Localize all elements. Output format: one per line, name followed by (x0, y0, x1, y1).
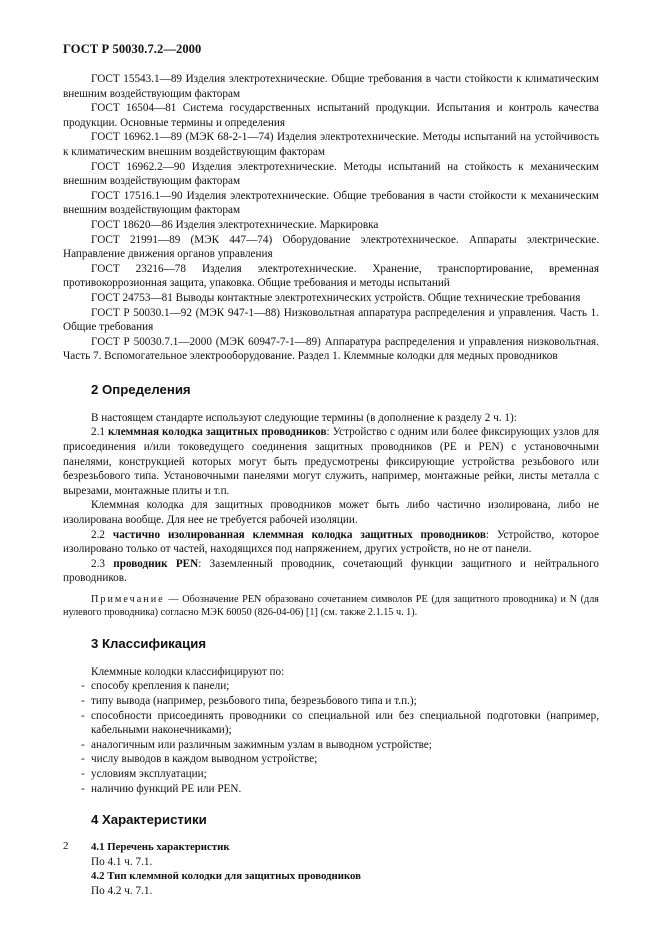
section-3-heading: 3 Классификация (91, 635, 207, 651)
reference-item: ГОСТ 16962.2—90 Изделия электротехнические. Методы испытаний на стойкость к механическим внешним воздействующим факторам (63, 160, 599, 188)
section-4-heading: 4 Характеристики (91, 812, 207, 828)
note-label: Примечание (91, 594, 165, 605)
list-item: - аналогичным или различным зажимным узлам в выводном устройстве; (81, 738, 432, 751)
definition-2-1 (63, 425, 599, 498)
list-item: - наличию функций PE или PEN. (81, 782, 242, 795)
reference-item: ГОСТ Р 50030.1—92 (МЭК 947-1—88) Низковольтная аппаратура распределения и управления. Часть 1. Общие требования (63, 306, 599, 334)
definition-number: 2.3 (91, 557, 114, 570)
page-number: 2 (63, 840, 69, 852)
classification-list (63, 679, 599, 796)
definition-number: 2.2 (91, 528, 113, 541)
reference-item: ГОСТ Р 50030.7.1—2000 (МЭК 60947-7-1—89) Аппаратура распределения и управления низковольтная. Часть 7. Вспомогательное электрооборудование. Раздел 1. Клеммные колодки для медных проводников (63, 335, 599, 363)
reference-item: ГОСТ 21991—89 (МЭК 447—74) Оборудование электротехническое. Аппараты электрические. Направление движения органов управления (63, 233, 599, 261)
document-body (63, 72, 599, 899)
section-2-intro: В настоящем стандарте используют следующие термины (в дополнение к разделу 2 ч. 1): (91, 411, 517, 424)
definition-text: : Заземленный проводник, сочетающий функции защитного и нейтрального проводников. (63, 557, 599, 585)
references-list (63, 72, 599, 364)
subsection-4-2-title: 4.2 Тип клеммной колодки для защитных проводников (91, 870, 361, 883)
definition-2-1-extra: Клеммная колодка для защитных проводников может быть либо частично изолирована, либо не изолирована вообще. Для нее не требуется рабочей изоляции. (63, 499, 599, 527)
reference-item: ГОСТ 15543.1—89 Изделия электротехнические. Общие требования в части стойкости к климатическим внешним воздействующим факторам (63, 73, 599, 100)
note (63, 593, 599, 620)
definition-term: проводник PEN (113, 557, 199, 570)
list-item: - условиям эксплуатации; (81, 767, 207, 780)
definition-text: : Устройство, которое изолировано только от частей, находящихся под напряжением, других устройств, но не от панели. (63, 528, 599, 556)
section-2-heading: 2 Определения (91, 381, 191, 397)
definition-text: : Устройство с одним или более фиксирующих узлов для присоединения и/или токоведущего соединения защитных проводников (PE и PEN) с установочными панелями, конструкцией которых могут быть предусмотрены фиксирующие устройства резьбового или безрезьбового типа. Установочными панелями могут служить, например, монтажные рейки, листы металла с вырезами, монтажные плиты и т.п. (63, 426, 599, 497)
definition-term: частично изолированная клеммная колодка защитных проводников (112, 528, 486, 541)
subsection-4-1-title: 4.1 Перечень характеристик (91, 841, 230, 854)
reference-item: ГОСТ 17516.1—90 Изделия электротехнические. Общие требования в части стойкости к механическим внешним воздействующим факторам (63, 189, 599, 217)
definition-term: клеммная колодка защитных проводников (107, 426, 327, 439)
definition-2-3 (63, 557, 599, 586)
reference-item: ГОСТ 16504—81 Система государственных испытаний продукции. Испытания и контроль качества продукции. Основные термины и определения (63, 102, 599, 129)
section-3-intro: Клеммные колодки классифицируют по: (91, 665, 285, 678)
definition-number: 2.1 (91, 426, 108, 439)
list-item: - способу крепления к панели; (81, 680, 230, 693)
subsection-4-2-text: По 4.2 ч. 7.1. (91, 884, 153, 897)
list-item: - типу вывода (например, резьбового типа, безрезьбового типа и т.п.); (81, 695, 417, 707)
definition-2-2 (63, 528, 599, 557)
subsection-4-1-text: По 4.1 ч. 7.1. (91, 855, 153, 868)
note-text: — Обозначение PEN образовано сочетанием символов PE (для защитного проводника) и N (для нулевого проводника) согласно МЭК 60050 (826-04-06) [1] (см. также 2.1.15 ч. 1). (63, 594, 599, 619)
reference-item: ГОСТ 18620—86 Изделия электротехнические. Маркировка (91, 218, 379, 231)
reference-item: ГОСТ 16962.1—89 (МЭК 68-2-1—74) Изделия электротехнические. Методы испытаний на устойчивость к климатическим внешним воздействующим факторам (63, 131, 599, 158)
page-header: ГОСТ Р 50030.7.2—2000 (63, 42, 202, 56)
list-item: - способности присоединять проводники со специальной или без специальной подготовки (например, кабельными наконечниками); (81, 709, 599, 737)
list-item: - числу выводов в каждом выводном устройстве; (81, 753, 318, 766)
reference-item: ГОСТ 24753—81 Выводы контактные электротехнических устройств. Общие технические требования (91, 291, 581, 304)
reference-item: ГОСТ 23216—78 Изделия электротехнические. Хранение, транспортирование, временная противокоррозионная защита, упаковка. Общие требования и методы испытаний (63, 262, 599, 290)
